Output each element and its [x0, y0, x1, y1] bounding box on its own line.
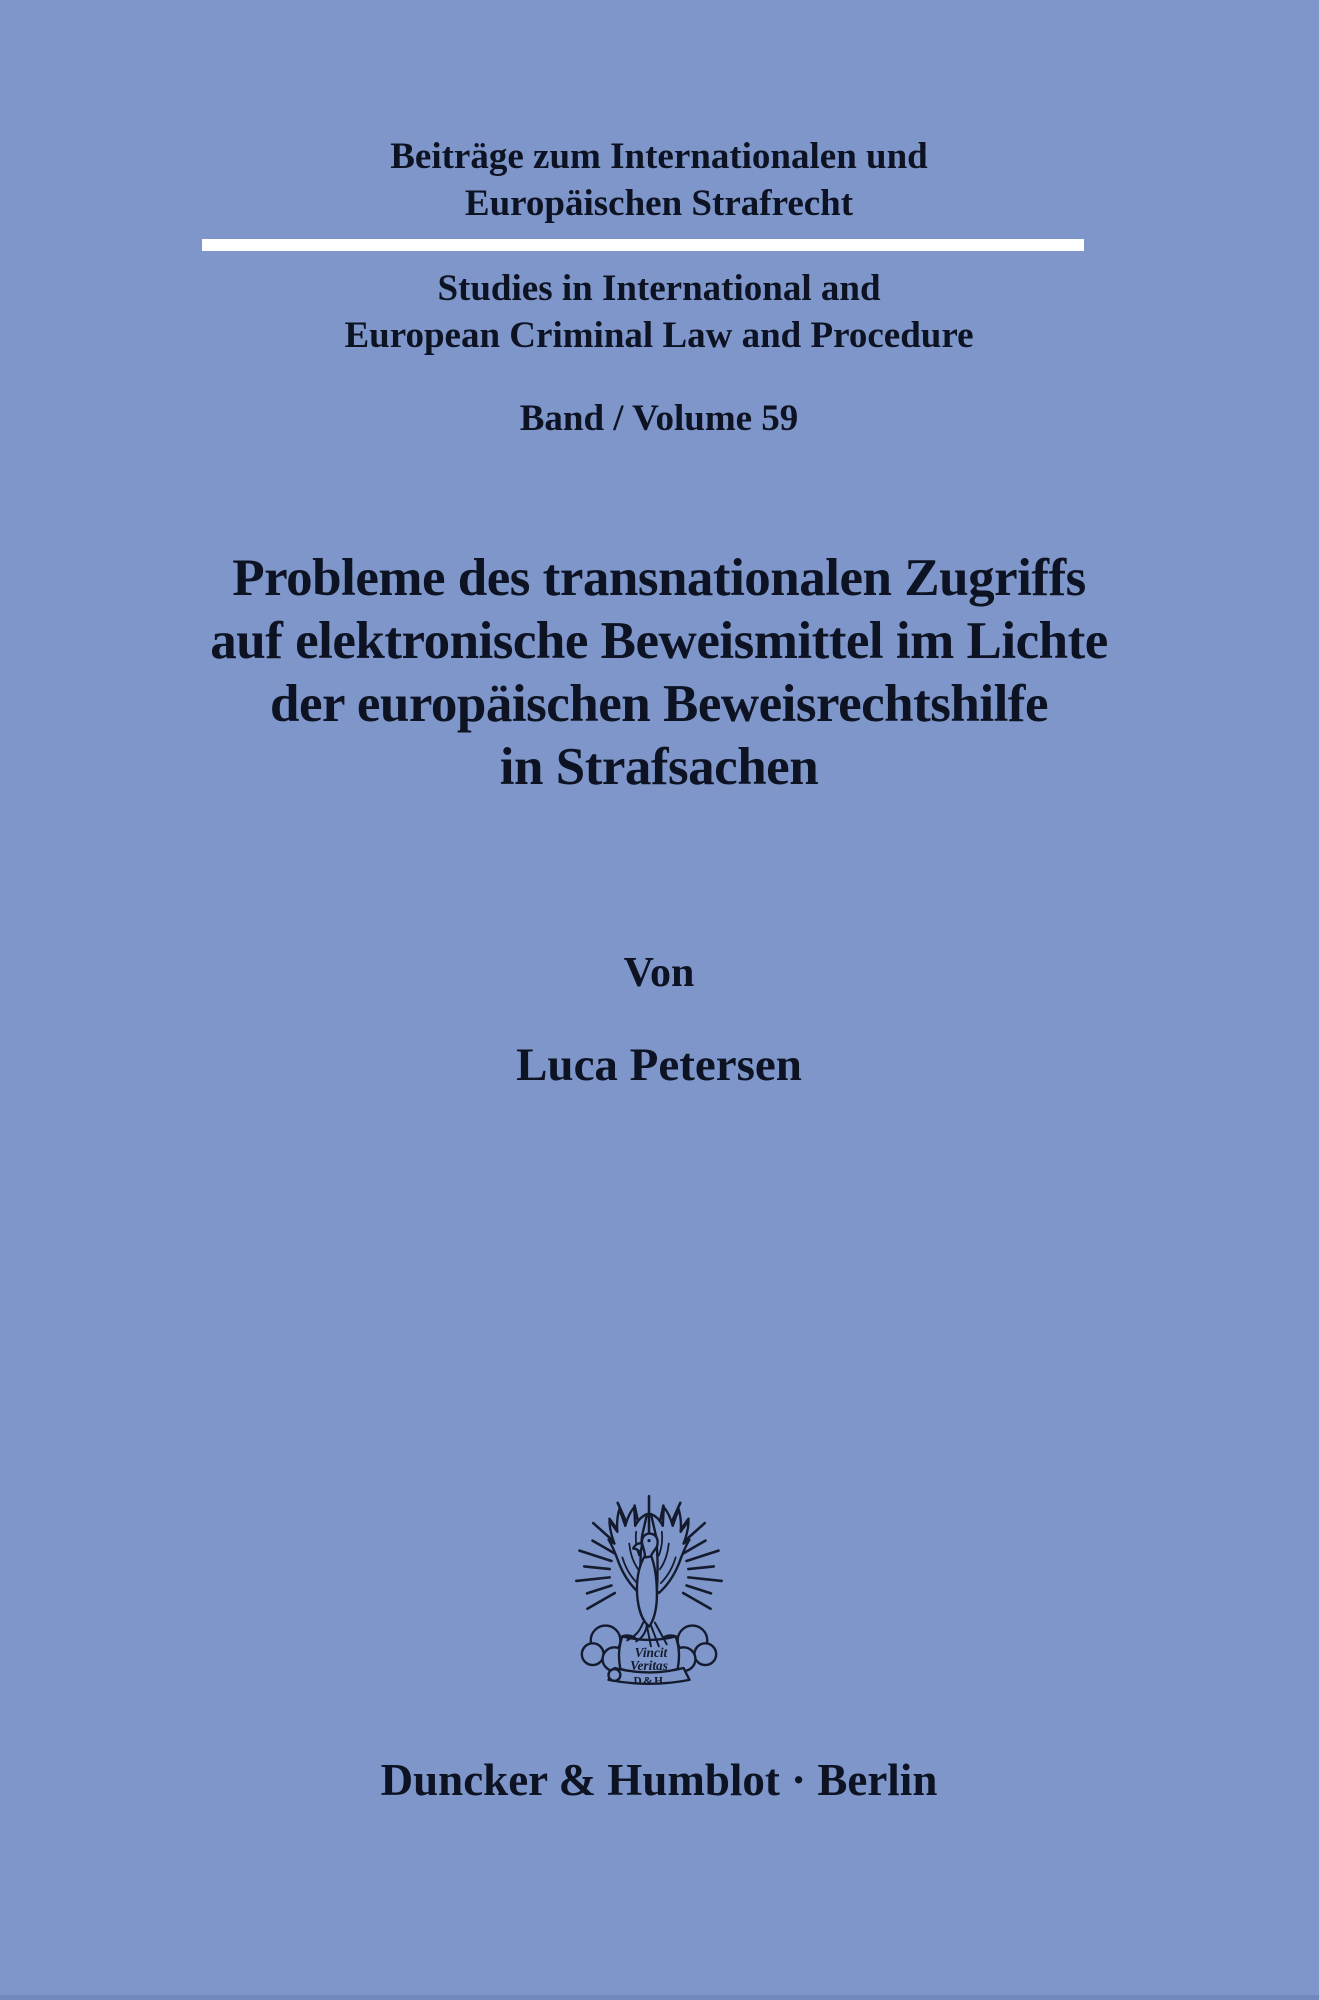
series-title-german-line-2: Europäischen Strafrecht	[464, 183, 854, 224]
author-name: Luca Petersen	[516, 1039, 802, 1091]
series-divider-rule	[202, 239, 1084, 251]
series-volume: Band / Volume 59	[519, 398, 799, 439]
logo-motto-line-2: Veritas	[630, 1658, 668, 1673]
series-title-english-line-1: Studies in International and	[437, 268, 881, 309]
book-title-line-1: Probleme des transnationalen Zugriffs	[232, 549, 1086, 607]
book-title-line-4: in Strafsachen	[499, 738, 819, 796]
logo-motto-line-1: Vincit	[634, 1645, 668, 1661]
book-title-line-3: der europäischen Beweisrechtshilfe	[270, 675, 1048, 733]
cover-bottom-edge	[0, 1995, 1319, 2000]
logo-publisher-initials: D&H	[633, 1675, 665, 1688]
series-title-german-line-1: Beiträge zum Internationalen und	[390, 136, 928, 177]
series-title-english-line-2: European Criminal Law and Procedure	[344, 315, 974, 356]
book-title-line-2: auf elektronische Beweismittel im Lichte	[210, 612, 1108, 670]
publisher-emblem-eagle-icon	[570, 1492, 728, 1690]
publisher-imprint: Duncker & Humblot · Berlin	[380, 1755, 938, 1805]
author-preposition: Von	[623, 950, 695, 996]
